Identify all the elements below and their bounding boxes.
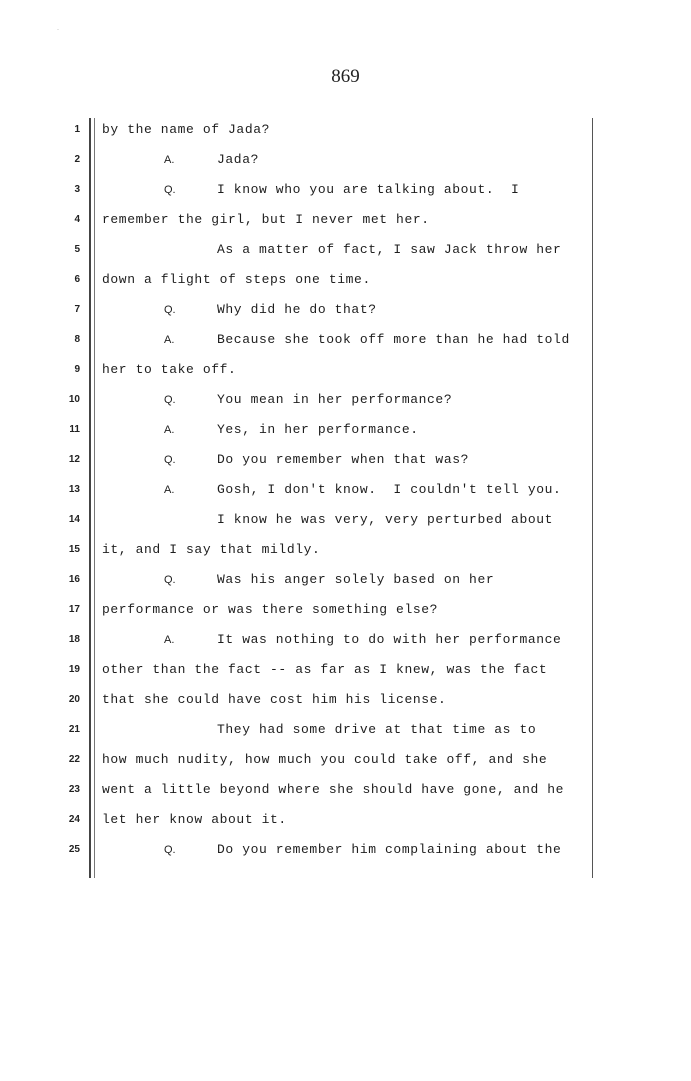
line-number: 21 [68,724,80,735]
transcript-text: I know who you are talking about. I [217,182,520,197]
transcript-line [102,780,592,810]
transcript-text: Do you remember him complaining about the [217,842,562,857]
transcript-text: Because she took off more than he had told [217,332,570,347]
line-number: 13 [68,484,80,495]
right-margin-rule [592,118,593,878]
left-margin-rule [89,118,91,878]
transcript-line [102,810,592,840]
line-number: 9 [74,364,80,375]
transcript-line [102,120,592,150]
transcript-text: Why did he do that? [217,302,377,317]
line-number: 11 [69,424,80,435]
line-number: 22 [68,754,80,765]
transcript-text: Jada? [217,152,260,167]
speaker-marker: A. [164,634,175,646]
transcript-text: it, and I say that mildly. [102,542,321,557]
transcript-line [102,510,592,540]
line-number: 24 [68,814,80,825]
transcript-line [102,300,592,330]
transcript-line [102,690,592,720]
transcript-text: As a matter of fact, I saw Jack throw her [217,242,562,257]
speaker-marker: A. [164,154,175,166]
page-number: 869 [331,66,360,87]
transcript-text: that she could have cost him his license. [102,692,447,707]
line-number: 25 [68,844,80,855]
line-number: 8 [74,334,80,345]
line-number: 1 [74,124,80,135]
transcript-line [102,360,592,390]
transcript-line [102,270,592,300]
transcript-line [102,180,592,210]
transcript-text: Do you remember when that was? [217,452,470,467]
line-number: 12 [68,454,80,465]
line-number: 23 [68,784,80,795]
transcript-text: how much nudity, how much you could take off, and she [102,752,548,767]
transcript-line [102,840,592,870]
transcript-text: performance or was there something else? [102,602,439,617]
speaker-marker: Q. [164,574,176,586]
speaker-marker: Q. [164,844,176,856]
line-number: 16 [68,574,80,585]
transcript-line [102,480,592,510]
speaker-marker: A. [164,424,175,436]
transcript-text: went a little beyond where she should have gone, and he [102,782,565,797]
line-number: 20 [68,694,80,705]
left-margin-rule-inner [94,118,95,878]
line-number: 2 [74,154,80,165]
speaker-marker: Q. [164,184,176,196]
speaker-marker: Q. [164,304,176,316]
line-number: 3 [74,184,80,195]
transcript-text: Was his anger solely based on her [217,572,495,587]
transcript-line [102,540,592,570]
transcript-line [102,570,592,600]
transcript-text: Yes, in her performance. [217,422,419,437]
transcript-text: remember the girl, but I never met her. [102,212,430,227]
line-number: 5 [74,244,80,255]
transcript-line [102,450,592,480]
speaker-marker: Q. [164,394,176,406]
speaker-marker: Q. [164,454,176,466]
scan-artifact: · [57,27,59,33]
transcript-line [102,390,592,420]
line-number: 19 [68,664,80,675]
speaker-marker: A. [164,334,175,346]
transcript-text: You mean in her performance? [217,392,453,407]
transcript-line [102,330,592,360]
line-number: 7 [74,304,80,315]
transcript-line [102,420,592,450]
line-number: 17 [68,604,80,615]
transcript-text: Gosh, I don't know. I couldn't tell you. [217,482,562,497]
line-number: 14 [68,514,80,525]
line-number: 6 [74,274,80,285]
transcript-text: They had some drive at that time as to [217,722,537,737]
transcript-text: I know he was very, very perturbed about [217,512,554,527]
line-number: 4 [74,214,80,225]
transcript-text: down a flight of steps one time. [102,272,371,287]
speaker-marker: A. [164,484,175,496]
transcript-line [102,630,592,660]
transcript-line [102,750,592,780]
transcript-line [102,600,592,630]
transcript-line [102,150,592,180]
transcript-line [102,720,592,750]
transcript-text: by the name of Jada? [102,122,271,137]
transcript-line [102,660,592,690]
transcript-text: other than the fact -- as far as I knew, was the fact [102,662,548,677]
transcript-text: It was nothing to do with her performance [217,632,562,647]
transcript-text: her to take off. [102,362,237,377]
line-number: 18 [68,634,80,645]
line-number: 15 [68,544,80,555]
transcript-line [102,240,592,270]
line-number: 10 [68,394,80,405]
transcript-line [102,210,592,240]
transcript-text: let her know about it. [102,812,287,827]
